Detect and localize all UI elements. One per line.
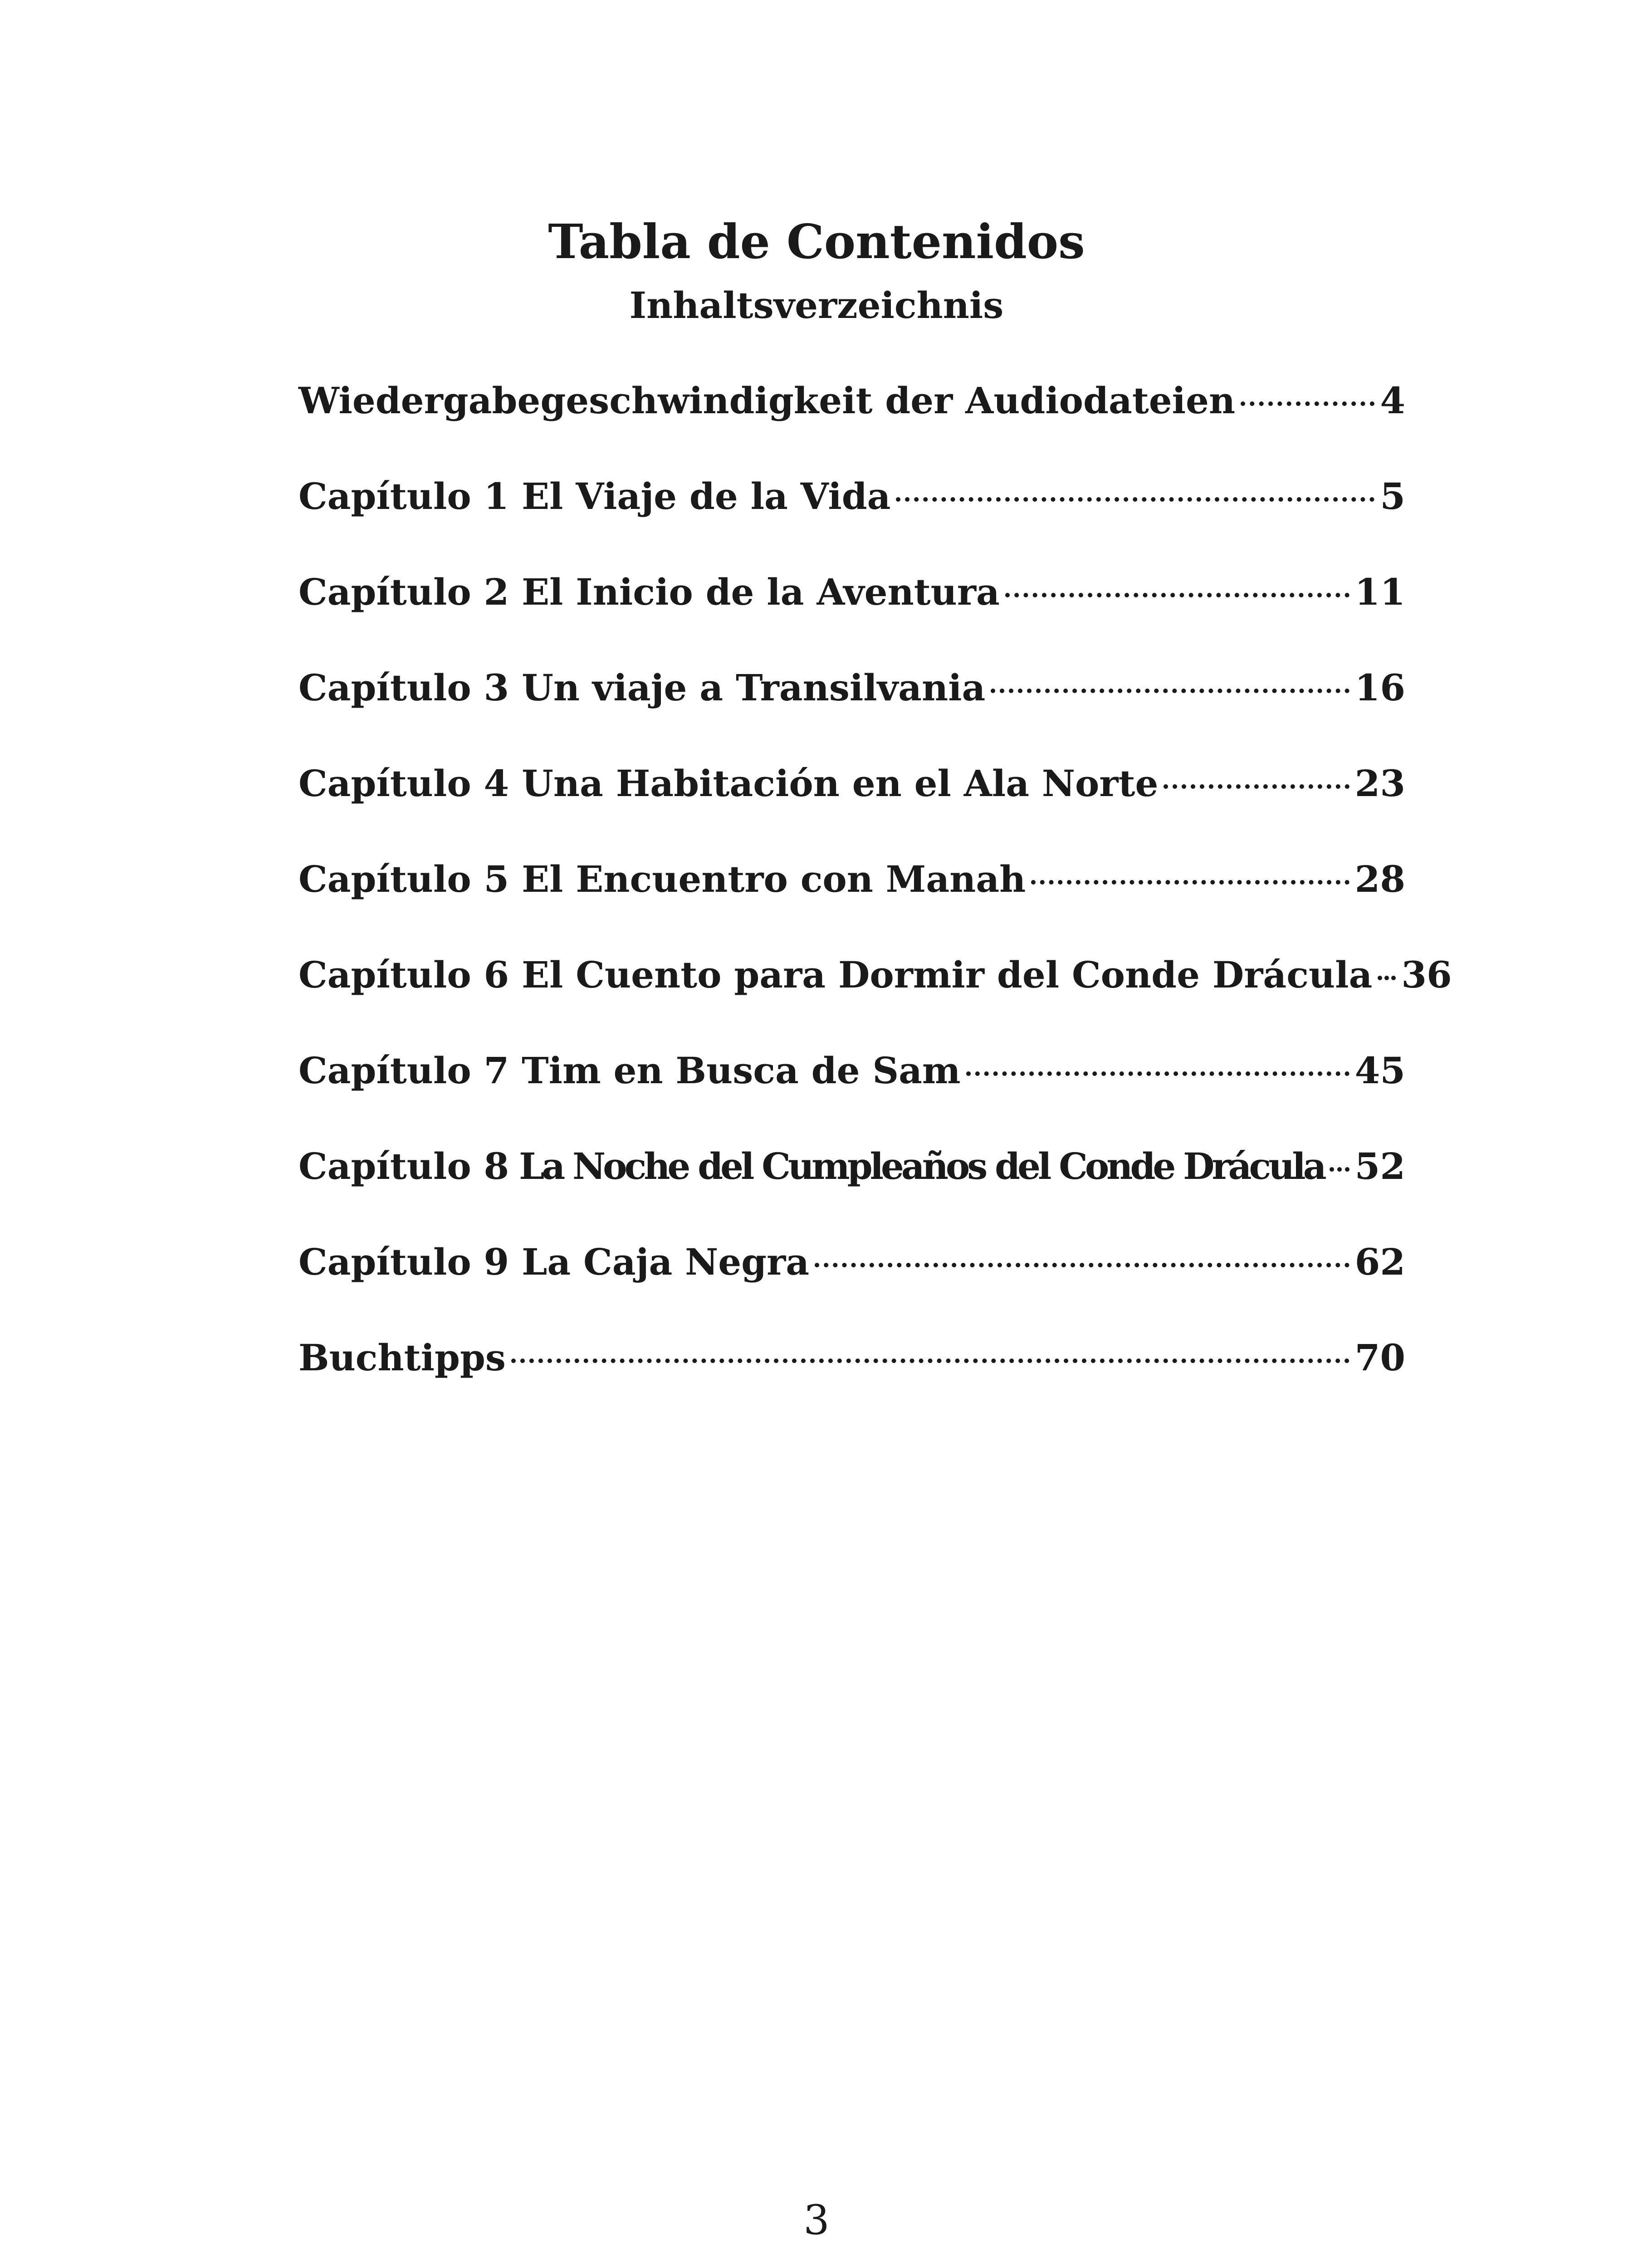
chapter-title: La Noche del Cumpleaños del Conde Drácula: [519, 1145, 1324, 1188]
dot-leader: [991, 689, 1349, 693]
chapter-number: Capítulo 3: [298, 666, 509, 709]
chapter-number: Capítulo 9: [298, 1241, 509, 1283]
chapter-number: Capítulo 2: [298, 571, 509, 613]
dot-leader: [966, 1071, 1349, 1076]
chapter-number: Capítulo 6: [298, 953, 509, 996]
toc-entry[interactable]: [298, 854, 1405, 950]
chapter-title: Un viaje a Transilvania: [522, 666, 986, 709]
toc-entry[interactable]: [298, 1333, 1405, 1428]
chapter-title: El Viaje de la Vida: [522, 475, 891, 518]
toc-page-number: 4: [1380, 379, 1405, 422]
bat-icon: [767, 2263, 939, 2268]
chapter-title: El Cuento para Dormir del Conde Drácula: [522, 953, 1373, 996]
chapter-title: Una Habitación en el Ala Norte: [522, 762, 1159, 805]
table-of-contents: [298, 376, 1452, 1428]
toc-entry-title: [298, 663, 988, 713]
toc-entry[interactable]: [298, 1046, 1405, 1141]
toc-page-number: 28: [1354, 858, 1405, 900]
chapter-title: El Inicio de la Aventura: [522, 571, 1000, 613]
chapter-number: Capítulo 1: [298, 475, 509, 518]
toc-entry-title: [298, 567, 1002, 617]
dot-leader: [1031, 880, 1349, 885]
toc-entry-title: [298, 854, 1028, 904]
toc-page-number: 70: [1354, 1336, 1405, 1379]
toc-page-number: 62: [1354, 1241, 1405, 1283]
toc-page-number: 11: [1354, 571, 1405, 613]
toc-entry-title: [298, 1046, 963, 1095]
dot-leader: [896, 497, 1374, 502]
page-subtitle: Inhaltsverzeichnis: [629, 284, 1004, 327]
page-title: Tabla de Contenidos: [548, 214, 1085, 269]
toc-entry-title: Buchtipps: [298, 1336, 506, 1379]
toc-entry-title: [298, 471, 893, 521]
dot-leader: [1005, 593, 1349, 597]
toc-page-number: 16: [1354, 666, 1405, 709]
toc-entry[interactable]: [298, 663, 1405, 758]
chapter-title: El Encuentro con Manah: [522, 858, 1026, 900]
toc-entry[interactable]: [298, 1141, 1405, 1237]
dot-leader: [1378, 976, 1396, 980]
toc-entry-title: [298, 950, 1375, 1000]
toc-entry[interactable]: [298, 950, 1452, 1046]
toc-entry[interactable]: [298, 471, 1405, 567]
dot-leader: [1164, 784, 1349, 789]
chapter-number: Capítulo 4: [298, 762, 509, 805]
chapter-number: Capítulo 8: [298, 1145, 509, 1188]
toc-page-number: 52: [1354, 1145, 1405, 1188]
chapter-number: Capítulo 5: [298, 858, 509, 900]
toc-page-number: 5: [1380, 475, 1405, 518]
toc-entry[interactable]: [298, 758, 1405, 854]
toc-page-number: 23: [1354, 762, 1405, 805]
dot-leader: [1241, 401, 1374, 406]
toc-entry[interactable]: [298, 1237, 1405, 1333]
toc-page-number: 36: [1401, 953, 1452, 996]
chapter-title: La Caja Negra: [522, 1241, 810, 1283]
toc-entry-title: [298, 1141, 1327, 1191]
toc-page-number: 45: [1354, 1049, 1405, 1092]
dot-leader: [1330, 1167, 1349, 1172]
toc-entry[interactable]: [298, 376, 1405, 471]
chapter-number: Capítulo 7: [298, 1049, 509, 1092]
toc-entry-title: Wiedergabegeschwindigkeit der Audiodateien: [298, 379, 1236, 422]
toc-entry-title: [298, 1237, 812, 1287]
chapter-title: Tim en Busca de Sam: [522, 1049, 961, 1092]
dot-leader: [511, 1359, 1349, 1363]
page-number: 3: [803, 2196, 830, 2244]
toc-entry[interactable]: [298, 567, 1405, 663]
toc-entry-title: [298, 758, 1161, 808]
dot-leader: [815, 1263, 1349, 1267]
